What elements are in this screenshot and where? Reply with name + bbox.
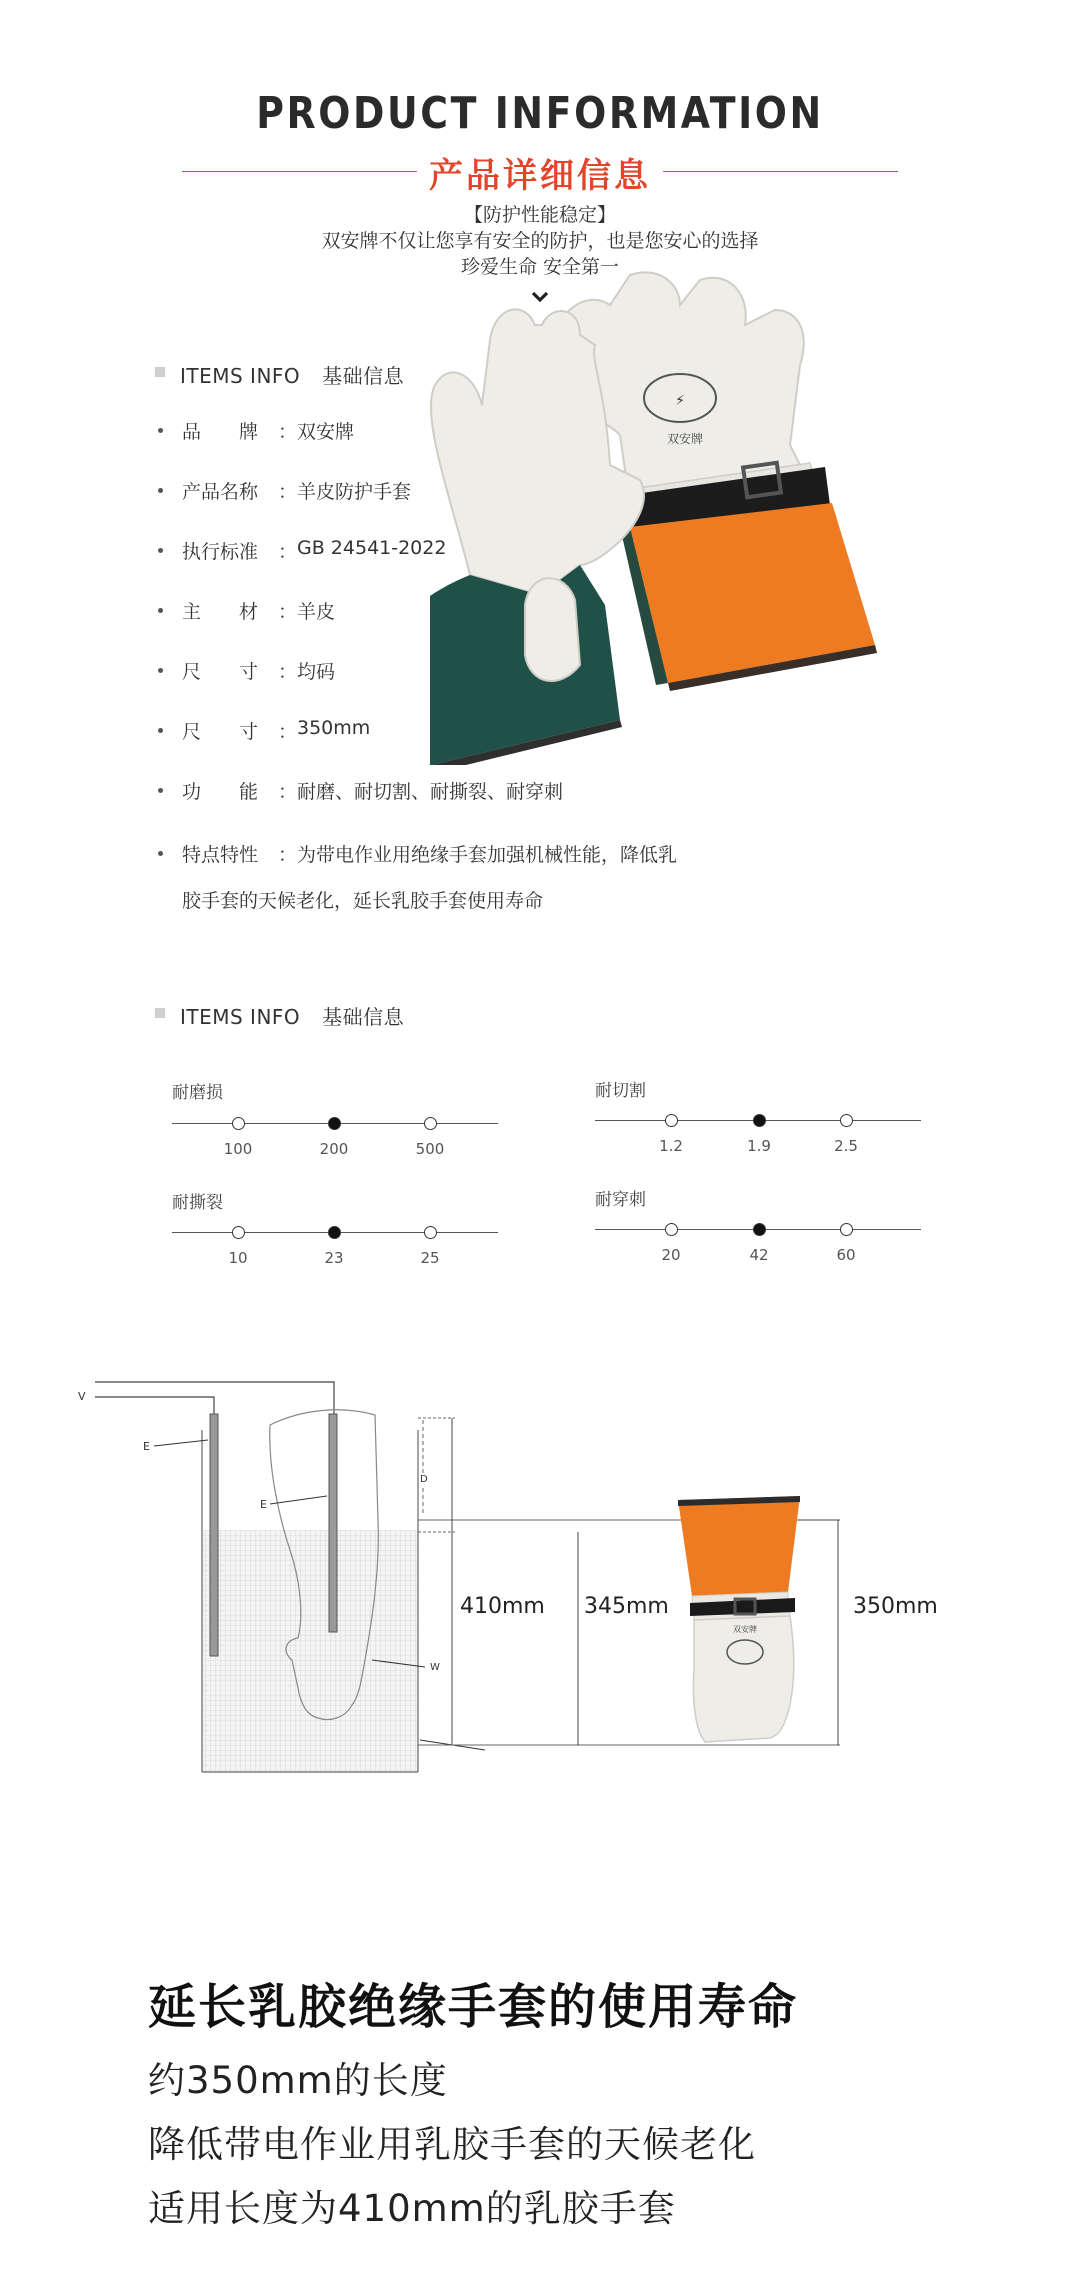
info-row-value: 为带电作业用绝缘手套加强机械性能，降低乳 bbox=[297, 844, 678, 866]
info-row-value: 均码 bbox=[297, 661, 336, 683]
tagline-title: 【防护性能稳定】 bbox=[463, 204, 616, 226]
info-row-label: 特点特性 bbox=[182, 844, 259, 866]
bullet bbox=[158, 851, 163, 856]
scale-dot bbox=[424, 1226, 437, 1239]
measurement-410: 410mm bbox=[460, 1594, 545, 1619]
info-row-label: 尺 寸 bbox=[182, 661, 259, 683]
section-heading-cn: 基础信息 bbox=[322, 364, 405, 388]
tagline-line-2: 珍爱生命 安全第一 bbox=[460, 256, 620, 278]
info-row-colon: ： bbox=[278, 601, 298, 623]
info-row-value: 羊皮 bbox=[297, 601, 336, 623]
tick-label: 23 bbox=[324, 1249, 344, 1267]
label-w: W bbox=[430, 1662, 440, 1673]
info-row-colon: ： bbox=[278, 421, 298, 443]
info-row-label: 功 能 bbox=[182, 781, 259, 803]
tick-label: 200 bbox=[319, 1140, 349, 1158]
info-row-colon: ： bbox=[278, 661, 298, 683]
label-v: V bbox=[78, 1390, 86, 1403]
bullet bbox=[158, 728, 163, 733]
section-heading-basic-info bbox=[180, 360, 404, 389]
scale-dot bbox=[665, 1114, 678, 1127]
section-heading-ratings bbox=[180, 1001, 404, 1030]
bottom-line-2: 降低带电作业用乳胶手套的天候老化 bbox=[148, 2123, 756, 2166]
glove-logo-text: 双安牌 bbox=[666, 432, 704, 446]
info-row-colon: ： bbox=[278, 541, 298, 563]
glove-diagram-logo-text: 双安牌 bbox=[733, 1625, 757, 1634]
info-row-colon: ： bbox=[278, 844, 298, 866]
tagline-line-1: 双安牌不仅让您享有安全的防护，也是您安心的选择 bbox=[321, 230, 759, 252]
scale-dot-selected bbox=[328, 1226, 341, 1239]
bullet bbox=[158, 668, 163, 673]
electrode-outer bbox=[210, 1414, 218, 1656]
scale-dot bbox=[232, 1117, 245, 1130]
bullet bbox=[158, 788, 163, 793]
info-row-label: 尺 寸 bbox=[182, 721, 259, 743]
tick-label: 42 bbox=[749, 1246, 769, 1264]
scale-title: 耐磨损 bbox=[172, 1083, 223, 1103]
measurement-350: 350mm bbox=[853, 1594, 938, 1619]
bullet bbox=[158, 488, 163, 493]
bottom-headline: 延长乳胶绝缘手套的使用寿命 bbox=[148, 1979, 799, 2035]
info-row-colon: ： bbox=[278, 721, 298, 743]
tick-label: 500 bbox=[415, 1140, 445, 1158]
measurement-345: 345mm bbox=[584, 1594, 669, 1619]
title-divider-right bbox=[663, 171, 898, 172]
scale-dot bbox=[665, 1223, 678, 1236]
tick-label: 10 bbox=[228, 1249, 248, 1267]
tick-label: 60 bbox=[836, 1246, 856, 1264]
pointer-e2 bbox=[270, 1496, 327, 1504]
water-tank bbox=[202, 1530, 418, 1772]
glove-logo-mark: ⚡ bbox=[675, 393, 685, 409]
info-row-value: 双安牌 bbox=[297, 421, 355, 443]
scale-dot-selected bbox=[753, 1114, 766, 1127]
info-row-label: 执行标准 bbox=[182, 541, 259, 563]
tick-label: 20 bbox=[661, 1246, 681, 1264]
page-title-en: PRODUCT INFORMATION bbox=[256, 88, 824, 139]
info-row-value: 350mm bbox=[297, 717, 371, 739]
bottom-line-3: 适用长度为410mm的乳胶手套 bbox=[148, 2187, 676, 2230]
section-heading-en: ITEMS INFO bbox=[180, 364, 301, 388]
bullet bbox=[158, 428, 163, 433]
electrode-inner bbox=[329, 1414, 337, 1632]
info-row-colon: ： bbox=[278, 481, 298, 503]
bottom-line-1: 约350mm的长度 bbox=[148, 2059, 448, 2102]
info-row-label: 主 材 bbox=[182, 601, 259, 623]
wire bbox=[95, 1397, 214, 1414]
section-marker bbox=[155, 367, 165, 377]
scale-dot bbox=[840, 1114, 853, 1127]
pointer-e1 bbox=[154, 1440, 208, 1446]
info-row-continuation: 胶手套的天候老化，延长乳胶手套使用寿命 bbox=[182, 890, 544, 912]
label-e1: E bbox=[143, 1440, 150, 1453]
tick-label: 1.9 bbox=[747, 1137, 771, 1155]
glove-diagram-image bbox=[678, 1496, 800, 1742]
label-d: D bbox=[420, 1474, 428, 1485]
info-row-value: GB 24541-2022 bbox=[297, 537, 447, 559]
scale-dot bbox=[424, 1117, 437, 1130]
info-row-colon: ： bbox=[278, 781, 298, 803]
scale-title: 耐撕裂 bbox=[172, 1193, 223, 1213]
section-heading-en: ITEMS INFO bbox=[180, 1005, 301, 1029]
info-row-label: 品 牌 bbox=[182, 421, 259, 443]
tick-label: 2.5 bbox=[834, 1137, 858, 1155]
label-e2: E bbox=[260, 1498, 267, 1511]
info-row-value: 耐磨、耐切割、耐撕裂、耐穿刺 bbox=[297, 781, 564, 803]
bullet bbox=[158, 608, 163, 613]
scale-title: 耐切割 bbox=[595, 1081, 646, 1101]
page-title-cn: 产品详细信息 bbox=[429, 156, 651, 196]
scale-title: 耐穿刺 bbox=[595, 1190, 646, 1210]
scale-dot-selected bbox=[753, 1223, 766, 1236]
bullet bbox=[158, 548, 163, 553]
tick-label: 25 bbox=[420, 1249, 440, 1267]
scale-dot bbox=[840, 1223, 853, 1236]
tick-label: 1.2 bbox=[659, 1137, 683, 1155]
scale-dot-selected bbox=[328, 1117, 341, 1130]
info-row-label: 产品名称 bbox=[182, 481, 259, 503]
info-row-value: 羊皮防护手套 bbox=[297, 481, 412, 503]
scale-dot bbox=[232, 1226, 245, 1239]
section-heading-cn: 基础信息 bbox=[322, 1005, 405, 1029]
section-marker bbox=[155, 1008, 165, 1018]
glove-pair-image bbox=[430, 265, 1030, 765]
tick-label: 100 bbox=[223, 1140, 253, 1158]
